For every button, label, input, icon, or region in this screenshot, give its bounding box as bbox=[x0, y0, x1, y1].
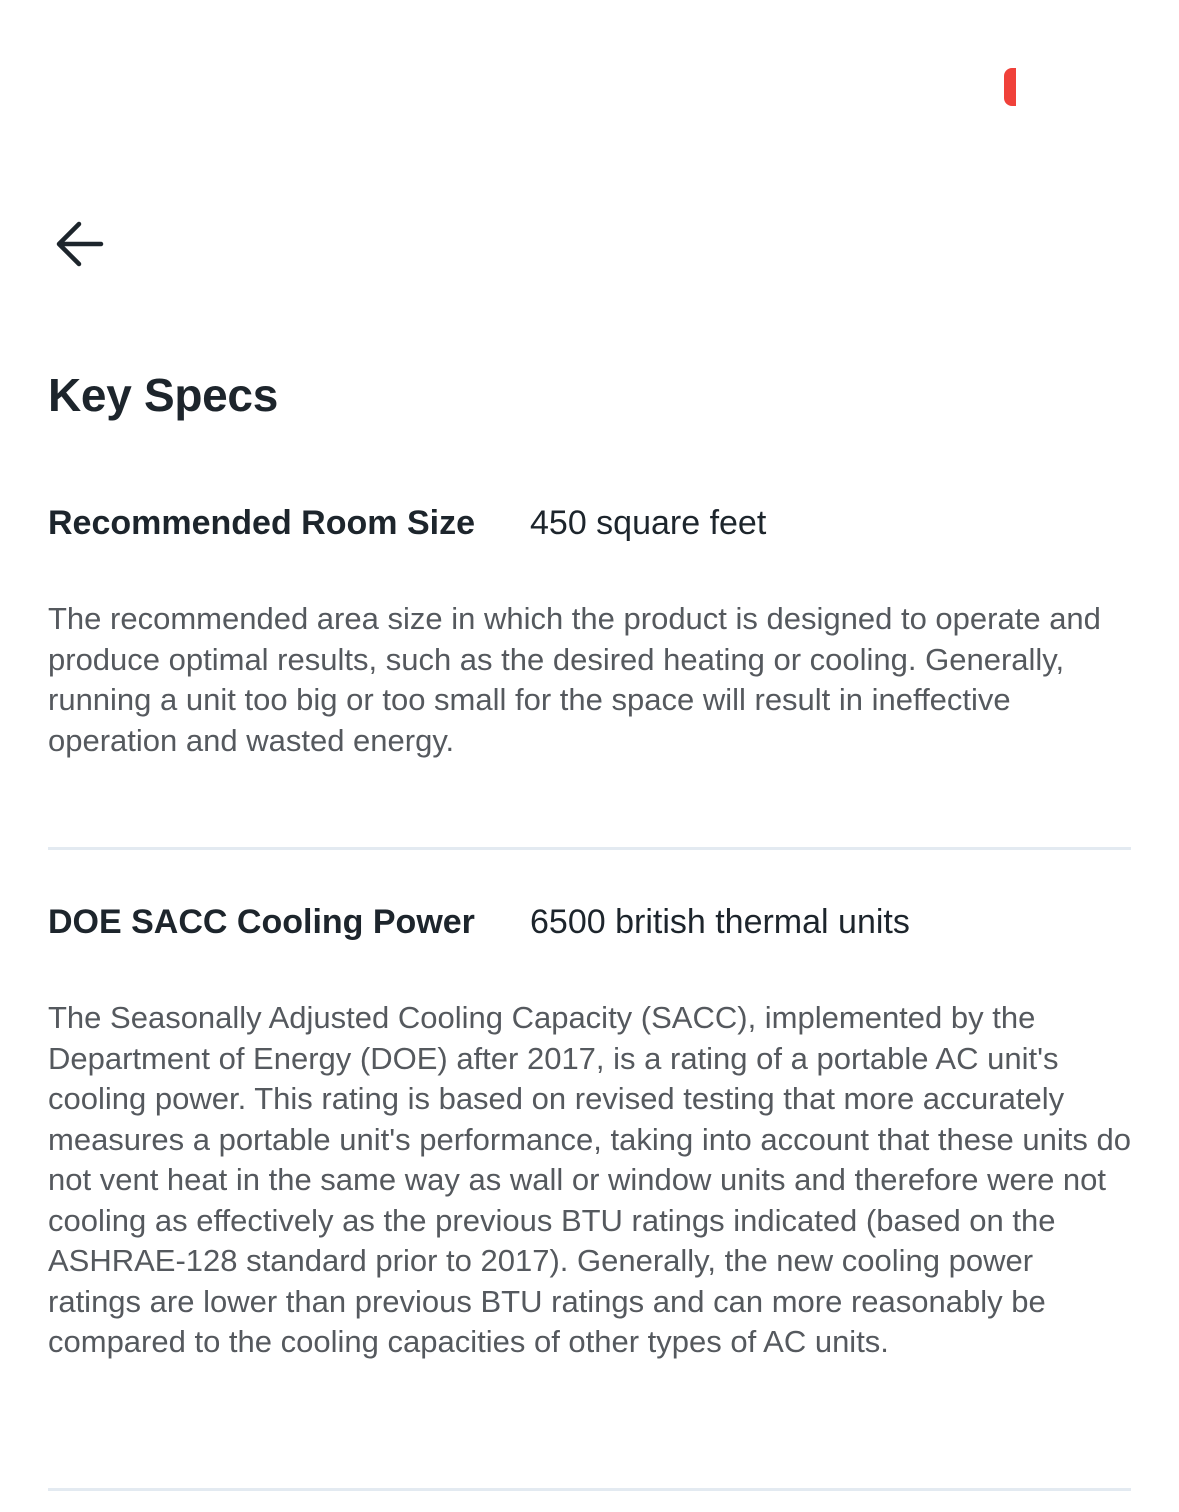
spec-description: The Seasonally Adjusted Cooling Capacity (SACC), implemented by the Department of Energy (DOE) after 2017, is a rating of a portable AC unit's cooling power. This rating is based on revised testing that more accurately measures a portable unit's performance, taking into account that these units do not vent heat in the same way as wall or window units and therefore were not cooling as effectively as the previous BTU ratings indicated (based on the ASHRAE-128 standard prior to 2017). Generally, the new cooling power ratings are lower than previous BTU ratings and can more reasonably be compared to the cooling capacities of other types of AC units. bbox=[48, 1000, 1131, 1359]
divider bbox=[48, 1488, 1131, 1491]
divider bbox=[48, 847, 1131, 850]
spec-value: 450 square feet bbox=[530, 504, 767, 542]
status-indicator bbox=[1004, 68, 1016, 106]
arrow-left-icon bbox=[51, 220, 105, 268]
spec-row bbox=[48, 501, 1131, 545]
spec-row bbox=[48, 900, 1131, 944]
spec-name: Recommended Room Size bbox=[48, 504, 475, 542]
spec-name: DOE SACC Cooling Power bbox=[48, 903, 475, 941]
page-title: Key Specs bbox=[48, 369, 278, 421]
spec-value: 6500 british thermal units bbox=[530, 903, 910, 941]
spec-description: The recommended area size in which the product is designed to operate and produce optimal results, such as the desired heating or cooling. Generally, running a unit too big or too small for the space will result in ineffective operation and wasted energy. bbox=[48, 601, 1101, 758]
spec-doe-sacc-cooling-power bbox=[48, 900, 1131, 1363]
spec-recommended-room-size bbox=[48, 501, 1131, 761]
back-button[interactable] bbox=[48, 216, 108, 272]
